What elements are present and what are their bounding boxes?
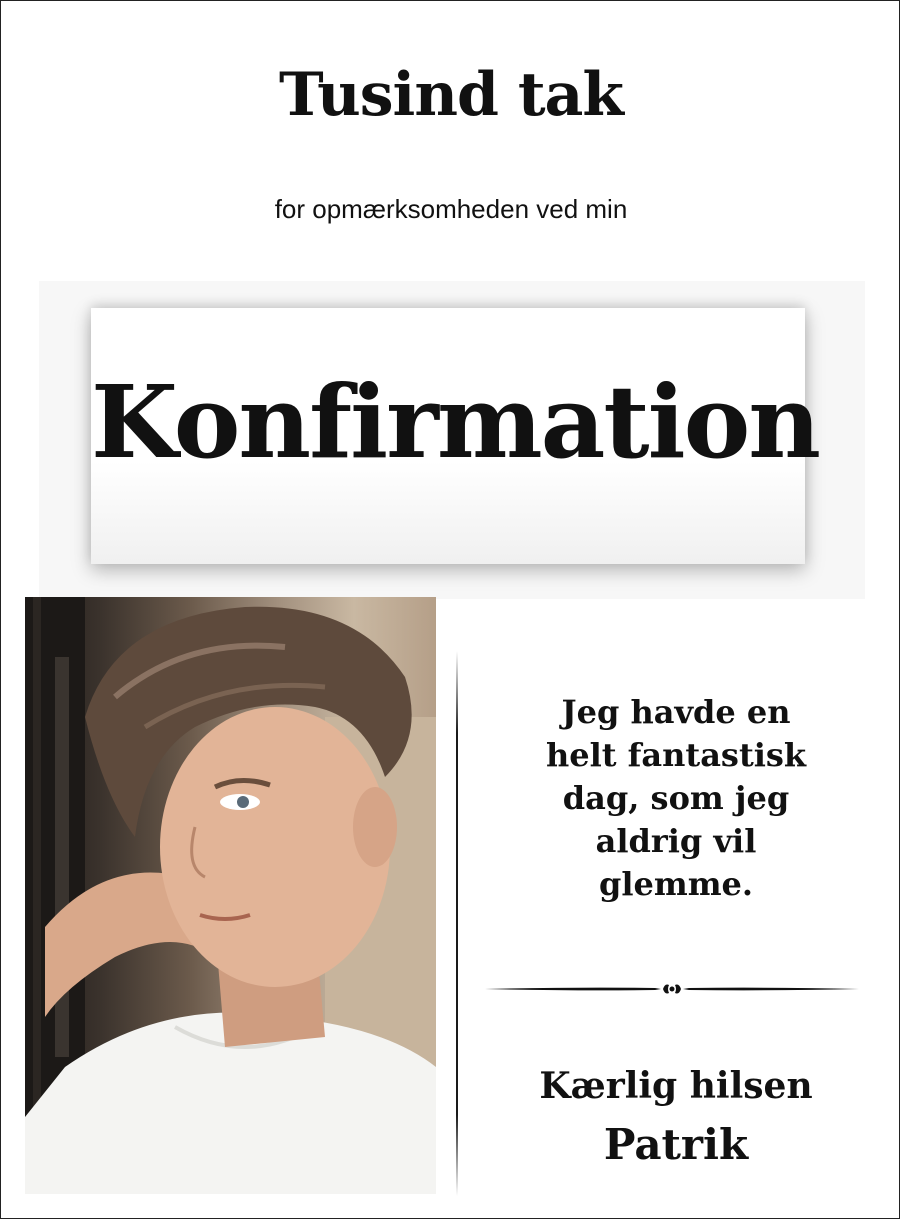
thank-you-message: Jeg havde en helt fantastisk dag, som jeg aldrig vil glemme.	[545, 693, 807, 903]
card-title: Tusind tak	[279, 60, 623, 130]
closing-greeting: Kærlig hilsen	[539, 1065, 813, 1107]
vertical-divider	[456, 651, 458, 1196]
card-subtitle: for opmærksomheden ved min	[274, 194, 628, 224]
signature-name: Patrik	[603, 1120, 749, 1169]
banner-text: Konfirmation	[91, 363, 820, 481]
ornament-divider	[485, 979, 859, 999]
portrait-photo	[25, 597, 436, 1194]
portrait-illustration	[25, 597, 436, 1194]
banner-panel	[91, 308, 820, 564]
